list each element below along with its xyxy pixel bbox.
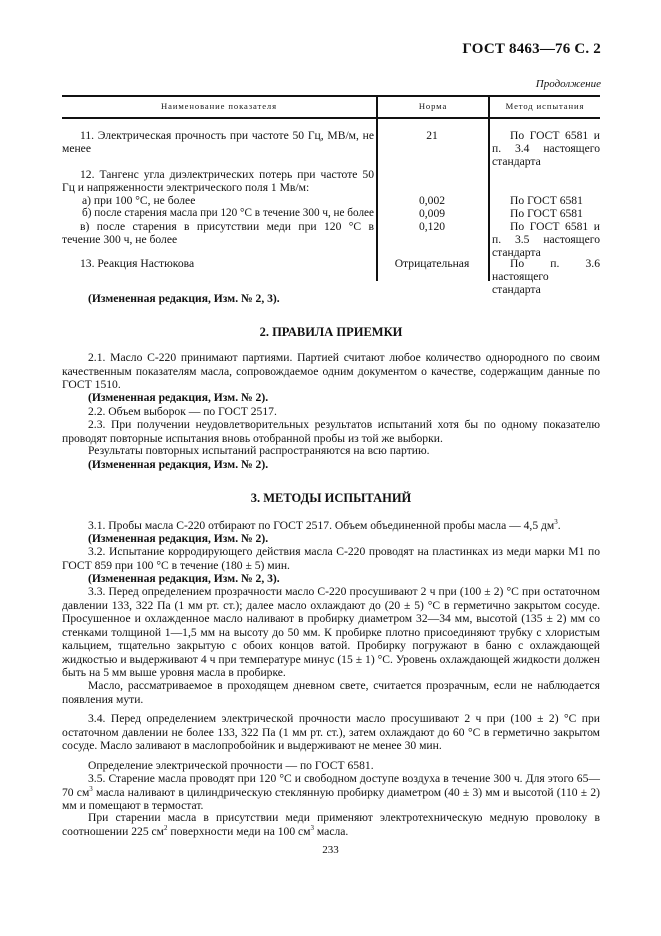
paragraph-3-2: 3.2. Испытание корродирующего действия масла С-220 проводят на пластинках из меди марки М1 по ГОСТ 859 при 100 °С в течение (180 ± 5) мин. — [62, 545, 600, 572]
paragraph-3-5-copper — [62, 811, 600, 838]
table-header-method: Метод испытания — [505, 101, 585, 111]
table-row-12a-name: а) при 100 °С, не более — [82, 194, 196, 207]
section-3-title: 3. МЕТОДЫ ИСПЫТАНИЙ — [250, 491, 412, 505]
table-row-11-method: По ГОСТ 6581 и п. 3.4 настоящего стандарта — [492, 129, 600, 169]
superscript: 2 — [164, 823, 168, 832]
paragraph-3-3: 3.3. Перед определением прозрачности масло С-220 просушивают 2 ч при (100 ± 2) °С при остаточном давлении 133, 322 Па (1 мм рт. ст.); далее масло охлаждают до (20 ± 5) °С в герметично закрытом сосуде. Просушенное и охлажденное масло наливают в пробирку диаметром 32—34 мм, высотой (135 ± 2) мм со стенками толщиной 1—1,5 мм на высоту до 50 мм. К пробирке плотно присоединяют трубку с хлористым кальцием, тщательно закрытую с обоих концов ватой. Пробирку погружают в баню с охлаждающей жидкостью и выдерживают 4 ч при температуре минус (15 ± 1) °С. Уровень охлаждающей жидкости должен быть на 5 мм выше уровня масла в пробирке. — [62, 585, 600, 679]
amendment-note: (Измененная редакция, Изм. № 2). — [88, 532, 269, 545]
table-row-11-norm: 21 — [426, 129, 438, 142]
table-row-12-name: 12. Тангенс угла диэлектрических потерь при частоте 50 Гц и напряженности электрического поля 1 Мв/м: — [62, 168, 374, 195]
table-header-border — [62, 117, 600, 119]
amendment-note: (Измененная редакция, Изм. № 2). — [88, 391, 269, 404]
amendment-note: (Измененная редакция, Изм. № 2, 3). — [88, 292, 280, 305]
superscript: 3 — [554, 518, 558, 527]
document-id-header: ГОСТ 8463—76 С. 2 — [462, 41, 601, 57]
table-row-13-method: По п. 3.6 настоящего стандарта — [492, 257, 600, 297]
paragraph-3-1 — [62, 519, 600, 533]
table-row-11-name: 11. Электрическая прочность при частоте 50 Гц, МВ/м, не менее — [62, 129, 374, 156]
table-row-12b-method: По ГОСТ 6581 — [510, 207, 583, 220]
paragraph-text: масла. — [314, 824, 349, 838]
table-header-norm: Норма — [418, 101, 448, 111]
paragraph-text: поверхности меди на 100 см — [167, 824, 311, 838]
table-row-12a-method: По ГОСТ 6581 — [510, 194, 583, 207]
paragraph-text: При старении масла в присутствии меди применяют электротехническую медную проволоку в соотношении 225 см — [62, 811, 600, 838]
table-row-12v-name: в) после старения в присутствии меди при 120 °С в течение 300 ч, не более — [62, 220, 374, 247]
amendment-note: (Измененная редакция, Изм. № 2, 3). — [88, 572, 280, 585]
table-row-13-name: 13. Реакция Настюкова — [80, 257, 195, 270]
table-row-12v-norm: 0,120 — [418, 220, 446, 233]
paragraph-3-5-text: 3.5. Старение масла проводят при 120 °С и свободном доступе воздуха в течение 300 ч. Для этого 65—70 см — [62, 772, 600, 799]
table-row-13-norm: Отрицательная — [394, 257, 470, 270]
table-row-12b-name: б) после старения масла при 120 °С в течение 300 ч, не более — [82, 207, 374, 219]
table-row-12v-method: По ГОСТ 6581 и п. 3.5 настоящего стандарта — [492, 220, 600, 260]
paragraph-2-2: 2.2. Объем выборок — по ГОСТ 2517. — [88, 405, 277, 418]
paragraph-2-3: 2.3. При получении неудовлетворительных результатов испытаний хотя бы по одному показателю проводят повторные испытания вновь отобранной пробы из той же выборки. — [62, 418, 600, 445]
paragraph-2-3-results: Результаты повторных испытаний распространяются на всю партию. — [88, 444, 430, 457]
paragraph-2-1: 2.1. Масло С-220 принимают партиями. Партией считают любое количество однородного по своим качественным показателям масла, сопровождаемое одним документом о качестве, содержащим данные по ГОСТ 1510. — [62, 351, 600, 391]
superscript: 3 — [310, 823, 315, 832]
paragraph-3-1-end: . — [557, 519, 561, 532]
continued-label: Продолжение — [535, 78, 601, 90]
table-row-12a-norm: 0,002 — [418, 194, 446, 207]
paragraph-3-1-text: 3.1. Пробы масла С-220 отбирают по ГОСТ 2517. Объем объединенной пробы масла — 4,5 дм — [88, 519, 555, 532]
paragraph-3-4-strength: Определение электрической прочности — по ГОСТ 6581. — [88, 759, 374, 772]
table-column-divider — [376, 95, 378, 281]
paragraph-3-4: 3.4. Перед определением электрической прочности масло просушивают 2 ч при (100 ± 2) °С при остаточном давлении не более 133, 322 Па (1 мм рт. ст.), затем охлаждают до 60 °С в герметично закрытом сосуде. Масло заливают в маслопробойник и выдерживают не менее 30 мин. — [62, 712, 600, 752]
page-number: 233 — [322, 844, 339, 856]
table-header-name: Наименование показателя — [161, 101, 277, 111]
superscript: 3 — [89, 784, 93, 793]
paragraph-3-5 — [62, 772, 600, 813]
paragraph-3-5-text-cont: масла наливают в цилиндрическую стеклянную пробирку диаметром (40 ± 3) мм и высотой (110 ± 2) мм и помещают в термостат. — [62, 785, 600, 812]
table-column-divider — [488, 95, 490, 281]
paragraph-3-3-transparency: Масло, рассматриваемое в проходящем дневном свете, считается прозрачным, если не наблюдается появления мути. — [62, 679, 600, 706]
amendment-note: (Измененная редакция, Изм. № 2). — [88, 458, 269, 471]
section-2-title: 2. ПРАВИЛА ПРИЕМКИ — [259, 325, 403, 339]
table-row-12b-norm: 0,009 — [418, 207, 446, 220]
